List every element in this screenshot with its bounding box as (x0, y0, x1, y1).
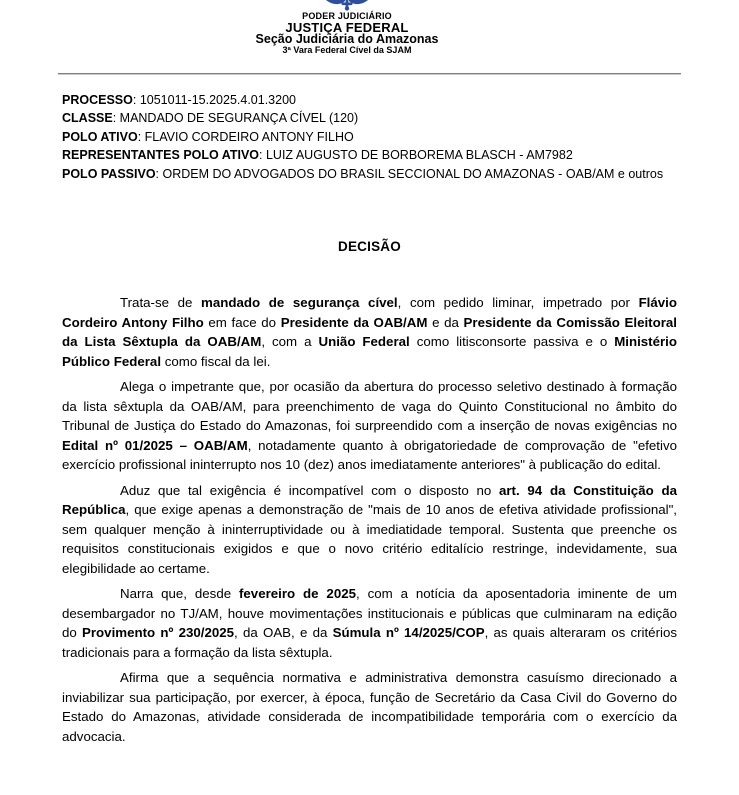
decision-paragraph: Narra que, desde fevereiro de 2025, com a notícia da aposentadoria iminente de um desembargador no TJ/AM, houve movimentações institucionais e públicas que culminaram na edição do Provimento nº 230/2025, da OAB, e da Súmula nº 14/2025/COP, as quais alteraram os critérios tradicionais para a formação da lista sêxtupla. (62, 586, 677, 660)
case-info-separator: : (132, 93, 140, 107)
case-info-value: 1051011-15.2025.4.01.3200 (139, 93, 296, 107)
header-divider (58, 73, 681, 75)
case-info-separator: : (112, 111, 120, 126)
case-info-label: POLO PASSIVO (62, 166, 156, 181)
case-info-label: CLASSE (62, 111, 113, 126)
case-info-value: FLAVIO CORDEIRO ANTONY FILHO (144, 129, 354, 144)
case-info-value: MANDADO DE SEGURANÇA CÍVEL (120) (119, 111, 359, 126)
header-vara-federal: 3ª Vara Federal Cível da SJAM (282, 45, 412, 55)
case-info-separator: : (155, 166, 163, 181)
decision-title: DECISÃO (338, 239, 401, 255)
case-info-separator: : (259, 148, 266, 163)
decision-paragraph: Aduz que tal exigência é incompatível com o disposto no art. 94 da Constituição da República, que exige apenas a demonstração de "mais de 10 anos de efetiva atividade profissional", sem qualquer menção à ininterruptividade ou à imediatidade temporal. Sustenta que preenche os requisitos constitucionais exigidos e que o novo critério editalício restringe, indevidamente, sua elegibilidade ao certame. (62, 482, 677, 576)
case-info-block (62, 91, 677, 183)
decision-paragraph: Afirma que a sequência normativa e administrativa demonstra casuísmo direcionado a inviabilizar sua participação, por exercer, à época, função de Secretário da Casa Civil do Governo do Estado do Amazonas, atividade considerada de incompatibilidade temporária com o exercício da advocacia. (62, 670, 677, 744)
case-info-row-polo-ativo (62, 128, 677, 146)
case-info-value: LUIZ AUGUSTO DE BORBOREMA BLASCH - AM7982 (265, 148, 573, 163)
case-info-value: ORDEM DO ADVOGADOS DO BRASIL SECCIONAL DO AMAZONAS - OAB/AM e outros (162, 166, 664, 181)
case-info-label: PROCESSO (62, 93, 133, 107)
case-info-row-representantes (62, 146, 677, 164)
case-info-label: REPRESENTANTES POLO ATIVO (62, 148, 260, 163)
case-info-row-processo (62, 91, 677, 109)
header-poder-judiciario: PODER JUDICIÁRIO (302, 11, 392, 21)
header-justica-federal: JUSTIÇA FEDERAL (285, 20, 409, 35)
decision-paragraph: Alega o impetrante que, por ocasião da abertura do processo seletivo destinado à formação da lista sêxtupla da OAB/AM, para preenchimento de vaga do Quinto Constitucional no âmbito do Tribunal de Justiça do Estado do Amazonas, foi surpreendido com a inserção de novas exigências no Edital nº 01/2025 – OAB/AM, notadamente quanto à obrigatoriedade de comprovação de "efetivo exercício profissional ininterrupto nos 10 (dez) anos imediatamente anteriores" à publicação do edital. (62, 379, 678, 473)
case-info-label: POLO ATIVO (62, 129, 138, 144)
court-letterhead (62, 0, 632, 55)
case-info-row-polo-passivo (62, 165, 677, 183)
court-emblem-clipped (62, 0, 632, 11)
decision-paragraph: Trata-se de mandado de segurança cível, com pedido liminar, impetrado por Flávio Cordeiro Antony Filho em face do Presidente da OAB/AM e da Presidente da Comissão Eleitoral da Lista Sêxtupla da OAB/AM, com a União Federal como litisconsorte passiva e o Ministério Público Federal como fiscal da lei. (62, 295, 677, 369)
justica-federal-emblem (323, 0, 371, 11)
header-secao-judiciaria: Seção Judiciária do Amazonas (255, 32, 439, 46)
case-info-separator: : (137, 129, 145, 144)
case-info-row-classe (62, 109, 677, 127)
